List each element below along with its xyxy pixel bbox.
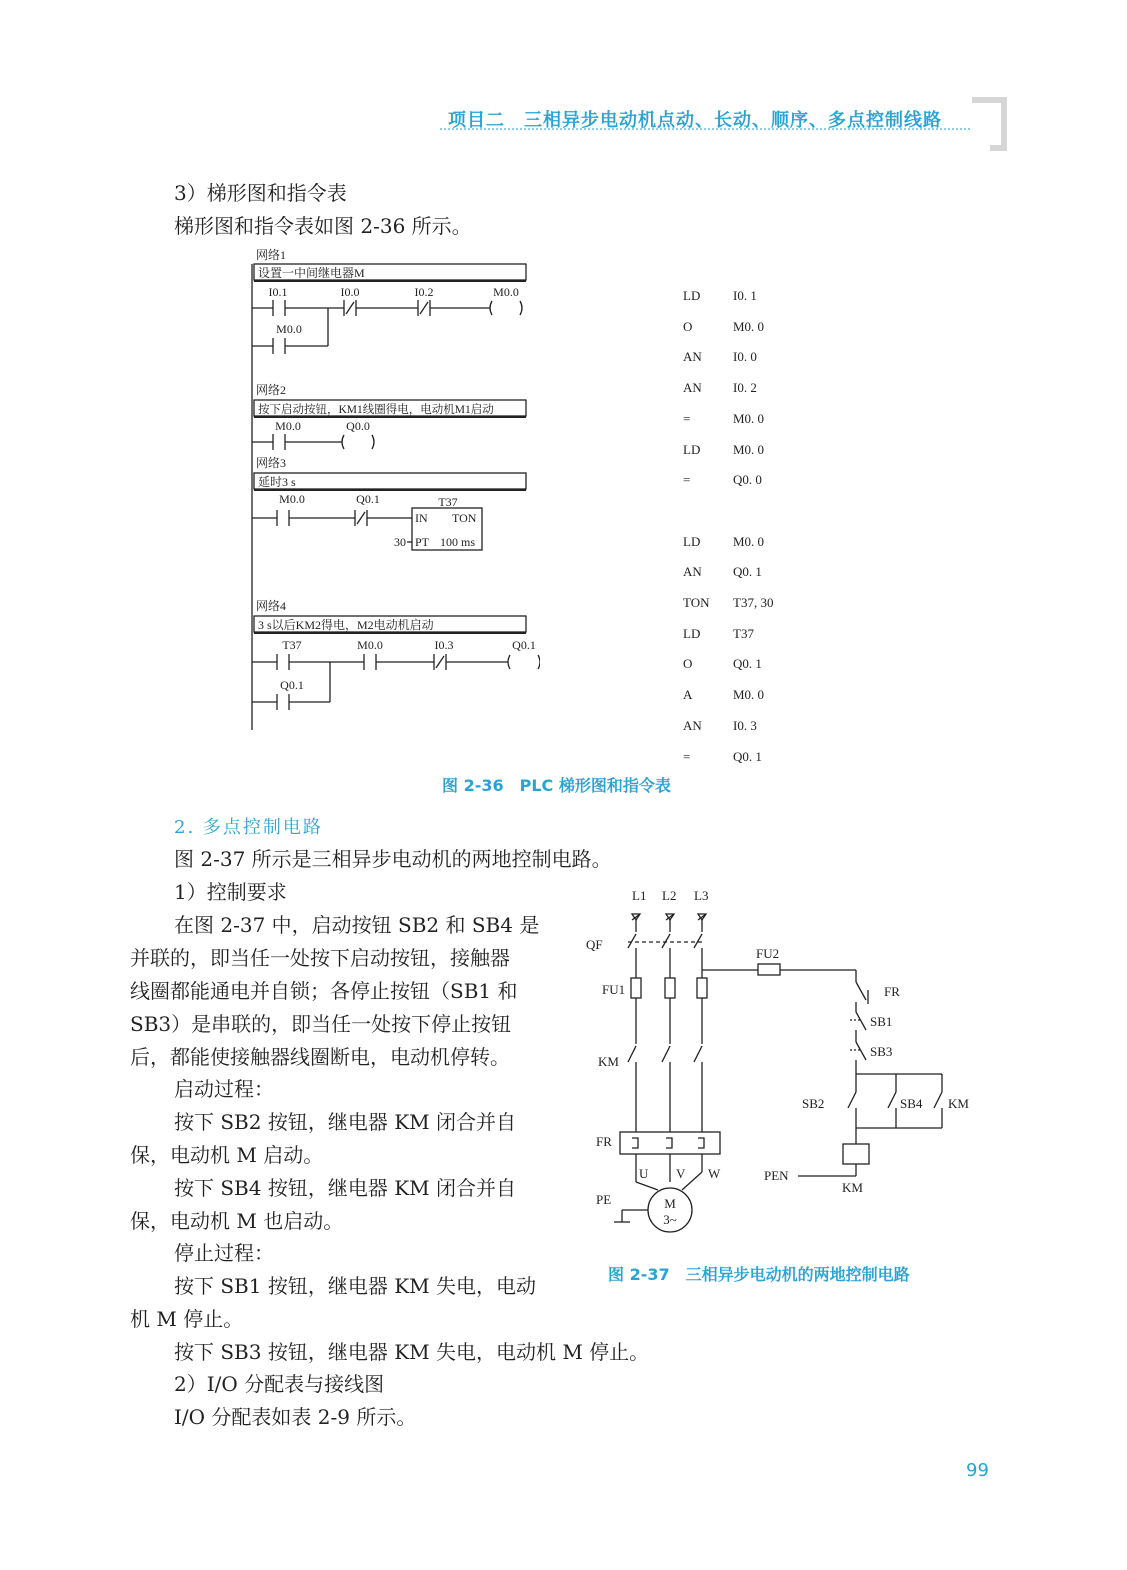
label-L2: L2 [662,888,677,903]
net4-coil: Q0.1 [512,638,536,652]
instruction-op: = [683,748,691,764]
net3-comment: 延时3 s [258,475,296,489]
instruction-arg: Q0. 0 [733,472,762,488]
net4-label: 网络4 [256,599,287,613]
instruction-arg: I0. 0 [733,349,757,365]
label-SB3: SB3 [870,1044,893,1059]
net4-branch: Q0.1 [280,678,304,692]
body-t1b: 机 M 停止。 [130,1307,244,1331]
net3-c1: M0.0 [279,492,305,506]
label-KM-main: KM [598,1054,619,1069]
instruction-arg: M0. 0 [733,687,765,703]
instruction-op: TON [683,595,710,610]
fig237-caption: 图 2-37 三相异步电动机的两地控制电路 [608,1265,910,1284]
net1-comment: 设置一中间继电器M [258,266,365,280]
fig236-caption: 图 2-36 PLC 梯形图和指令表 [442,776,671,795]
header-divider [440,128,970,130]
label-SB2: SB2 [802,1096,825,1111]
net2-c1: M0.0 [275,419,301,433]
page-number: 99 [966,1460,989,1481]
motor-phase: 3~ [663,1212,677,1227]
label-W: W [708,1166,721,1181]
circuit-diagram [582,882,982,1252]
instruction-op: = [683,410,691,426]
net2-comment: 按下启动按钮，KM1线圈得电，电动机M1启动 [258,404,494,416]
instruction-op: O [683,318,693,334]
corner-mark-icon [968,96,1010,152]
label-L1: L1 [632,888,647,903]
net1-c3: I0.2 [414,285,434,299]
instruction-op: O [683,656,693,672]
instruction-arg: I0. 2 [733,380,757,396]
label-SB1: SB1 [870,1014,893,1029]
net2-label: 网络2 [256,383,287,397]
terminals [632,914,706,932]
label-L3: L3 [694,888,709,903]
instruction-arg: Q0. 1 [733,656,762,672]
label-FU1: FU1 [602,982,626,997]
instruction-arg: I0. 3 [733,717,757,733]
label-KM-coil: KM [842,1180,863,1195]
label-FU2: FU2 [756,946,780,961]
body-p2b: 并联的，即当任一处按下启动按钮，接触器 [130,946,510,970]
instruction-arg: M0. 0 [733,441,765,457]
net3-base: 100 ms [440,535,476,549]
label-KM-aux: KM [948,1096,969,1111]
label-QF: QF [586,937,603,952]
net4-c1: T37 [282,638,302,652]
net3-pt: PT [415,535,430,549]
body-h2: 2）I/O 分配表与接线图 [174,1372,385,1396]
instruction-arg: T37, 30 [733,595,774,610]
net3-pt-value: 30 [394,535,406,549]
instruction-op: LD [683,288,701,303]
body-s2a: 按下 SB4 按钮，继电器 KM 闭合并自 [174,1176,516,1200]
instruction-arg: M0. 0 [733,533,765,549]
instruction-arg: M0. 0 [733,410,765,426]
body-t2: 按下 SB3 按钮，继电器 KM 失电，电动机 M 停止。 [174,1340,650,1364]
motor-M: M [664,1196,676,1211]
label-FR: FR [884,984,900,999]
net1-c2: I0.0 [340,285,360,299]
body-start-heading: 启动过程： [174,1077,274,1101]
running-header: 项目二 三相异步电动机点动、长动、顺序、多点控制线路 [448,110,942,131]
instruction-op: LD [683,625,701,641]
body-p2d: SB3）是串联的，即当任一处按下停止按钮 [130,1012,512,1036]
label-PEN: PEN [764,1168,789,1183]
instruction-op: AN [683,717,702,733]
instruction-arg: Q0. 1 [733,748,762,764]
body-p2c: 线圈都能通电并自锁；各停止按钮（SB1 和 [130,979,518,1003]
instruction-arg: M0. 0 [733,318,765,334]
instruction-op: A [683,687,693,703]
net1-label: 网络1 [256,248,287,262]
body-h1: 1）控制要求 [174,880,287,904]
net1-coil: M0.0 [493,285,519,299]
instruction-op: LD [683,533,701,549]
instruction-op: AN [683,349,702,365]
label-U: U [639,1166,649,1181]
body-p3: I/O 分配表如表 2-9 所示。 [174,1405,417,1429]
net3-ton: TON [452,511,477,525]
section-heading: 2. 多点控制电路 [174,817,323,838]
body-t1a: 按下 SB1 按钮，继电器 KM 失电，电动 [174,1274,536,1298]
net4-comment: 3 s以后KM2得电，M2电动机启动 [258,618,434,632]
instruction-op: = [683,472,691,488]
instruction-arg: T37 [733,625,754,641]
label-FR-main: FR [596,1134,612,1149]
net3-c2: Q0.1 [356,492,380,506]
ladder-intro: 梯形图和指令表如图 2-36 所示。 [174,214,472,238]
ladder-heading: 3）梯形图和指令表 [174,181,347,205]
label-V: V [676,1166,686,1181]
net4-c2: M0.0 [357,638,383,652]
body-stop-heading: 停止过程： [174,1241,274,1265]
instruction-op: AN [683,380,702,396]
net1-c1: I0.1 [268,285,288,299]
instruction-arg: I0. 1 [733,288,757,303]
body-s2b: 保，电动机 M 也启动。 [130,1209,344,1233]
body-s1b: 保，电动机 M 启动。 [130,1143,324,1167]
body-p2a: 在图 2-37 中，启动按钮 SB2 和 SB4 是 [174,913,540,937]
instruction-op: LD [683,441,701,457]
net2-coil: Q0.0 [346,419,370,433]
label-PE: PE [596,1192,612,1207]
body-p2e: 后，都能使接触器线圈断电，电动机停转。 [130,1045,510,1069]
net3-timer: T37 [438,495,458,509]
body-s1a: 按下 SB2 按钮，继电器 KM 闭合并自 [174,1110,516,1134]
label-SB4: SB4 [900,1096,923,1111]
instruction-op: AN [683,564,702,580]
net1-branch: M0.0 [276,322,302,336]
body-p1: 图 2-37 所示是三相异步电动机的两地控制电路。 [174,847,612,871]
net4-c3: I0.3 [434,638,454,652]
net3-label: 网络3 [256,456,287,470]
ladder-diagram [240,244,540,734]
instruction-arg: Q0. 1 [733,564,762,580]
net3-in: IN [415,511,428,525]
